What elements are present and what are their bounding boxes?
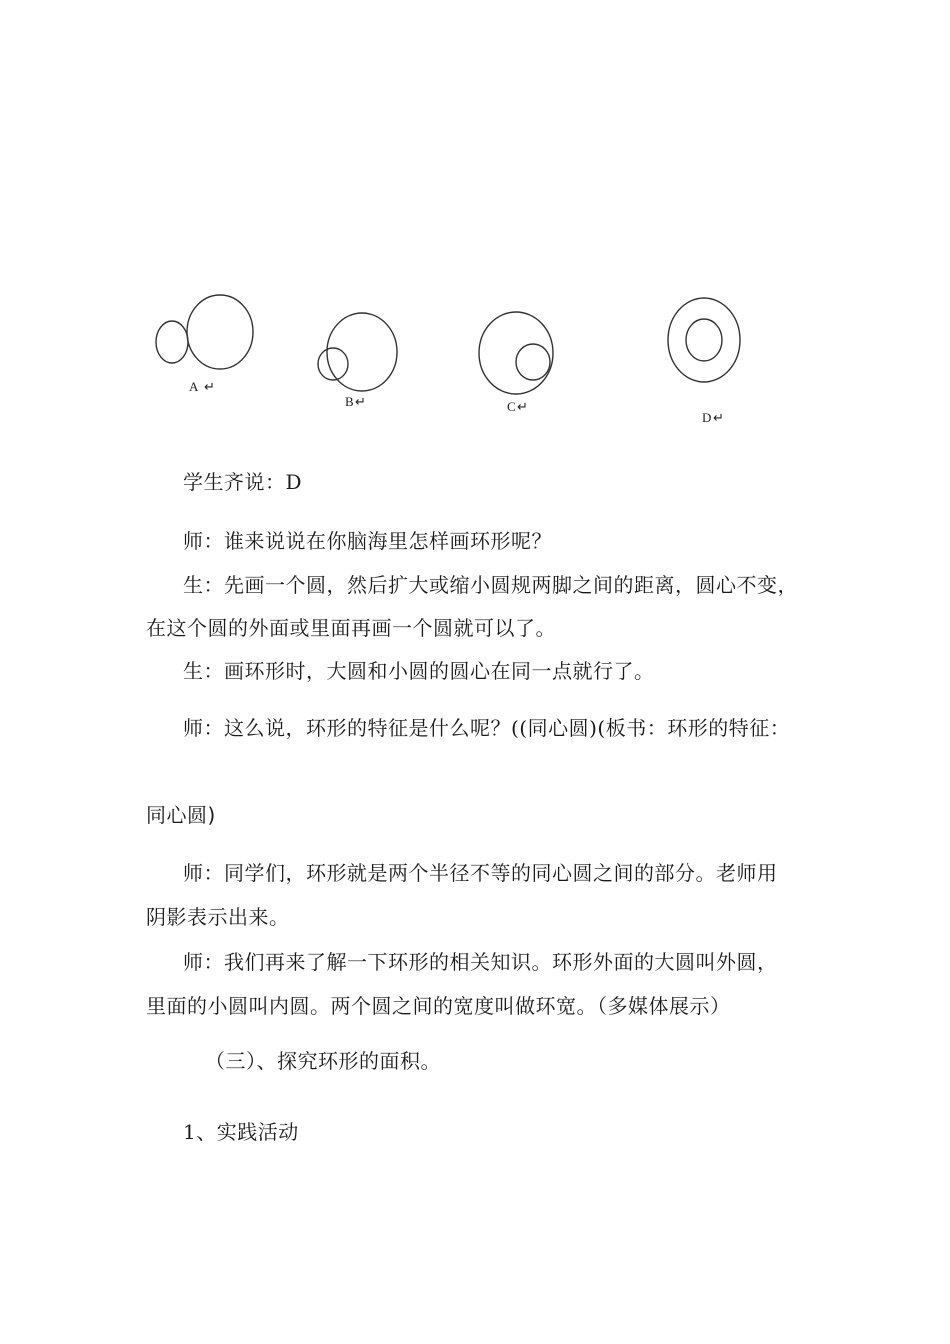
paragraph-student-answer-2: 生：画环形时，大圆和小圆的圆心在同一点就行了。	[183, 659, 655, 683]
paragraph-student-answer-1-line-2: 在这个圆的外面或里面再画一个圆就可以了。	[146, 616, 556, 640]
paragraph-teacher-ring-definition-line-1: 师：同学们，环形就是两个半径不等的同心圆之间的部分。老师用	[183, 861, 778, 885]
figure-d-outer-circle	[668, 298, 740, 382]
paragraph-teacher-ring-definition-line-2: 阴影表示出来。	[146, 905, 290, 929]
circles-svg	[140, 285, 760, 435]
figure-c	[479, 312, 553, 414]
paragraph-teacher-ring-knowledge-line-2: 里面的小圆叫内圆。两个圆之间的宽度叫做环宽。（多媒体展示）	[146, 994, 731, 1018]
paragraph-teacher-question: 师：谁来说说在你脑海里怎样画环形呢？	[183, 529, 552, 553]
paragraph-teacher-feature-line-1: 师：这么说，环形的特征是什么呢？((同心圆)(板书：环形的特征：	[183, 716, 791, 740]
figure-a-large-circle	[187, 295, 253, 369]
figure-c-return-mark: ↵	[517, 399, 528, 414]
figure-d-return-mark: ↵	[713, 410, 724, 425]
paragraph-students-answer: 学生齐说：D	[183, 470, 303, 494]
figure-a-label: A	[189, 379, 199, 394]
figure-d-label: D	[702, 410, 712, 425]
figure-a-return-mark: ↵	[204, 379, 215, 394]
paragraph-teacher-feature-line-2: 同心圆)	[146, 803, 216, 827]
figure-a-small-circle	[156, 321, 188, 363]
figure-b-label: B	[345, 394, 354, 409]
figure-c-small-circle	[516, 344, 550, 380]
paragraph-teacher-ring-knowledge-line-1: 师：我们再来了解一下环形的相关知识。环形外面的大圆叫外圆，	[183, 950, 778, 974]
figure-b-return-mark: ↵	[355, 394, 366, 409]
circle-relationship-figure	[140, 285, 760, 435]
paragraph-student-answer-1-line-1: 生：先画一个圆，然后扩大或缩小圆规两脚之间的距离，圆心不变，	[183, 573, 798, 597]
figure-c-label: C	[507, 399, 516, 414]
figure-c-large-circle	[479, 312, 553, 394]
figure-d	[668, 298, 740, 425]
figure-a	[156, 295, 253, 394]
subsection-heading-practice: 1、实践活动	[183, 1120, 299, 1144]
figure-d-inner-circle	[686, 319, 722, 361]
section-heading-ring-area: （三）、探究环形的面积。	[205, 1049, 441, 1073]
figure-b	[318, 313, 397, 409]
